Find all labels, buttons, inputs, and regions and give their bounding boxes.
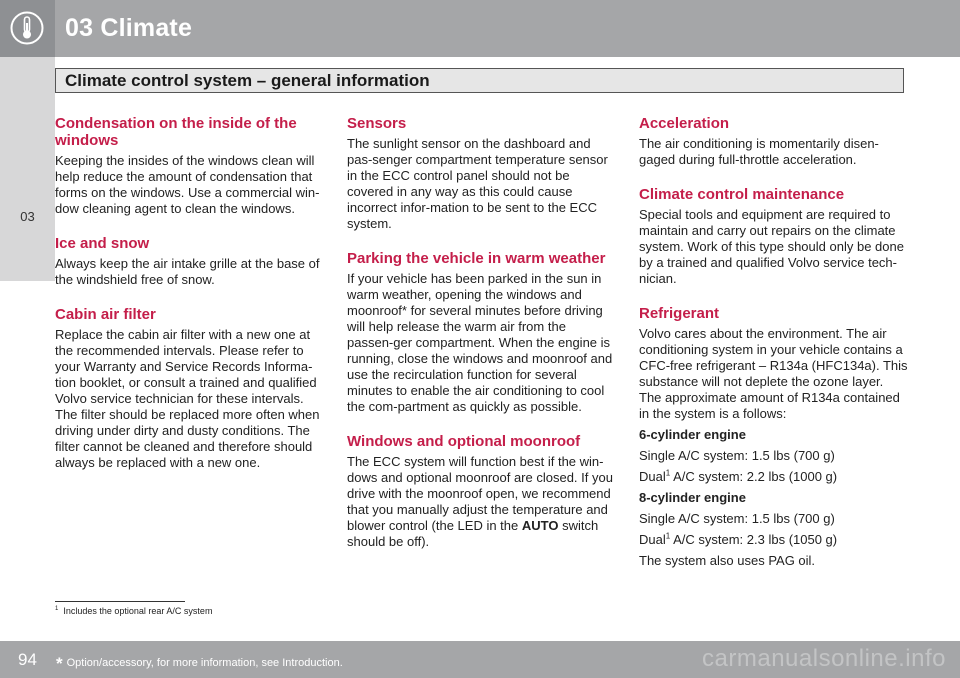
pag-oil-note: The system also uses PAG oil.	[639, 553, 816, 568]
chapter-side-tab	[0, 57, 55, 281]
footnote-ref: 1	[665, 468, 671, 478]
heading-maintenance: Climate control maintenance	[639, 186, 845, 203]
section-title-bar	[55, 68, 904, 93]
column-right	[639, 115, 909, 569]
heading-ice-snow: Ice and snow	[55, 235, 150, 252]
column-middle	[347, 115, 615, 550]
engine-8cyl-dual: Dual$^1$ A/C system: 2.3 lbs (1050 g)	[639, 531, 838, 547]
heading-acceleration: Acceleration	[639, 115, 730, 132]
engine-8cyl-single: Single A/C system: 1.5 lbs (700 g)	[639, 511, 835, 526]
footnote-rule	[55, 601, 185, 602]
paragraph-refrigerant: Volvo cares about the environment. The air conditioning system in your vehicle contains a CFC-free refrigerant – R134a (HFC134a). This substance will not deplete the ozone layer. The approximate amount of R134a contained in the system is a follows:	[639, 326, 908, 421]
engine-8cyl-label: 8-cylinder engine	[639, 490, 746, 505]
paragraph-maintenance: Special tools and equipment are required to maintain and carry out repairs on the climate system. Work of this type should only be done by a trained and qualified Volvo service tech-nician.	[639, 207, 904, 286]
thermometer-icon	[10, 11, 44, 45]
heading-parking-warm: Parking the vehicle in warm weather	[347, 250, 606, 267]
engine-6cyl-single: Single A/C system: 1.5 lbs (700 g)	[639, 448, 835, 463]
chapter-tab-label: 03	[20, 209, 35, 224]
paragraph-parking-warm: If your vehicle has been parked in the sun in warm weather, opening the windows and moonroof* for several minutes before driving will help release the warm air from the passen-ger compartment. When the engine is running, close the windows and moonroof and use the recirculation function for several minutes to enable the air conditioning to cool the com-partment as quickly as possible.	[347, 271, 613, 414]
chapter-title: 03 Climate	[65, 14, 193, 42]
moonroof-text-post: switch should be off).	[347, 518, 599, 549]
chapter-header	[0, 0, 960, 57]
paragraph-cabin-filter: Replace the cabin air filter with a new one at the recommended intervals. Please refer to your Warranty and Service Records Informa-tion booklet, or consult a trained and qualified Volvo service technician for these intervals. The filter should be replaced more often when driving under dirty and dusty conditions. The filter cannot be cleaned and therefore should always be replaced with a new one.	[55, 327, 320, 470]
page-footer	[0, 641, 960, 678]
footnote-ref: 1	[665, 531, 671, 541]
paragraph-moonroof	[347, 454, 615, 550]
engine-6cyl-dual: Dual$^1$ A/C system: 2.2 lbs (1000 g)	[639, 468, 838, 484]
heading-refrigerant: Refrigerant	[639, 305, 720, 322]
page-number: 94	[18, 650, 37, 669]
footer-note-text: Option/accessory, for more information, see Introduction.	[66, 657, 343, 669]
paragraph-ice-snow: Always keep the air intake grille at the base of the windshield free of snow.	[55, 256, 320, 287]
heading-cabin-filter: Cabin air filter	[55, 306, 156, 323]
section-title: Climate control system – general information	[65, 71, 430, 90]
watermark: carmanualsonline.info	[702, 645, 946, 672]
paragraph-sensors: The sunlight sensor on the dashboard and pas-senger compartment temperature sensor in the ECC control panel should not be covered in any way as this could cause incorrect infor-mation to be sent to the ECC system.	[347, 136, 608, 231]
footnote-number: 1	[55, 606, 59, 612]
footnote-text: Includes the optional rear A/C system	[63, 606, 213, 616]
asterisk-icon: *	[56, 654, 63, 673]
moonroof-text-pre: The ECC system will function best if the win-dows and optional moonroof are closed. If you drive with the moonroof open, we recommend that you manually adjust the temperature and blower control (the LED in the	[347, 454, 613, 533]
heading-moonroof: Windows and optional moonroof	[347, 433, 581, 450]
chapter-icon-box	[0, 0, 55, 57]
heading-condensation: Condensation on the inside of the windows	[55, 115, 297, 149]
heading-sensors: Sensors	[347, 115, 407, 132]
engine-6cyl-label: 6-cylinder engine	[639, 427, 746, 442]
column-left	[55, 115, 325, 471]
footnote	[55, 606, 212, 616]
auto-switch-label: AUTO	[521, 518, 559, 533]
paragraph-condensation: Keeping the insides of the windows clean will help reduce the amount of condensation that forms on the windows. Use a commercial win-dow cleaning agent to clean the windows.	[55, 153, 320, 216]
footer-note	[56, 654, 343, 674]
paragraph-acceleration: The air conditioning is momentarily disen-gaged during full-throttle acceleration.	[639, 136, 879, 167]
